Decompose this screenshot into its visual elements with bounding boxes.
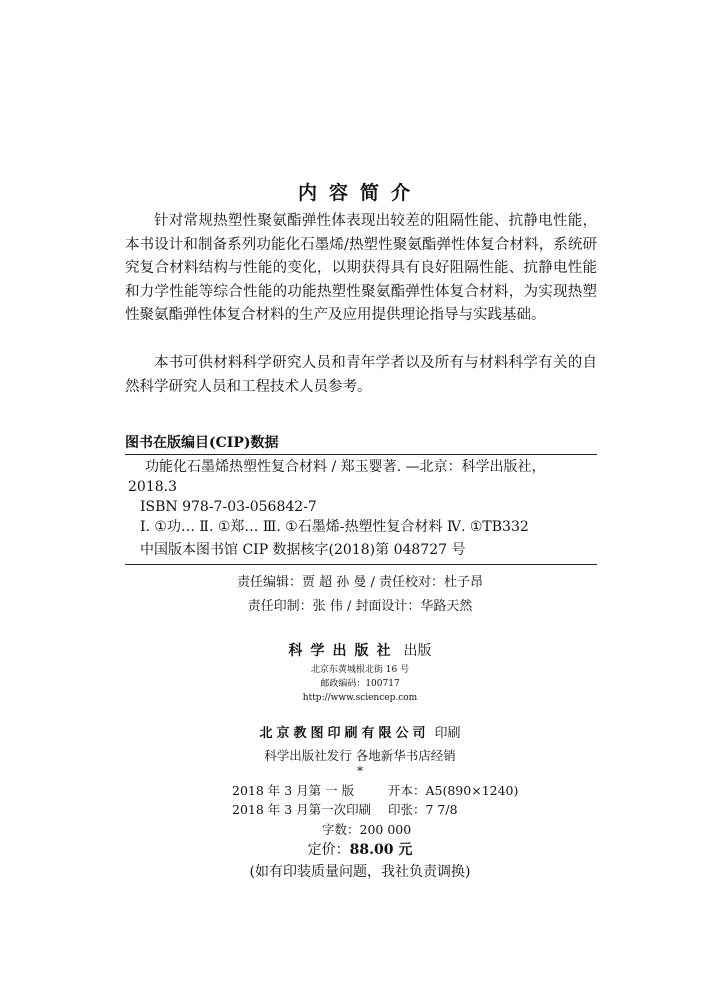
summary-paragraph-2: 本书可供材料科学研究人员和青年学者以及所有与材料科学有关的自然科学研究人员和工程技术人员参考。 [125,355,597,395]
cip-bottom-rule [125,564,597,565]
publisher-name: 科学出版社 [288,643,399,659]
publisher-url: http://www.sciencep.com [302,693,418,703]
quality-note: (如有印装质量问题，我社负责调换) [249,864,471,880]
publisher-address: 北京东黄城根北街 16 号 [310,665,410,675]
publisher-postcode: 邮政编码：100717 [320,679,400,689]
cip-top-rule [125,454,597,455]
printer-block [0,722,720,741]
summary-paragraph-1: 针对常规热塑性聚氨酯弹性体表现出较差的阻隔性能、抗静电性能，本书设计和制备系列功能化石墨烯/热塑性聚氨酯弹性体复合材料，系统研究复合材料结构与性能的变化，以期获得具有良好阻隔性能、抗静电性能和力学性能等综合性能的功能热塑性聚氨酯弹性体复合材料，为实现热塑性聚氨酯弹性体复合材料的生产及应用提供理论指导与实践基础。 [125,213,597,323]
format-size: 开本：A5(890×1240) [388,783,519,798]
price-block [0,839,720,859]
printer-name: 北京教图印刷有限公司 [259,726,430,741]
printing-credits: 责任印制：张 伟 / 封面设计：华路天然 [247,599,473,614]
summary-title: 内容简介 [297,182,422,204]
publisher-block [0,640,720,660]
publisher-suffix: 出版 [403,643,432,659]
cip-classification-line: Ⅰ. ①功… Ⅱ. ①郑… Ⅲ. ①石墨烯-热塑性复合材料 Ⅳ. ①TB332 [140,519,529,535]
printing-date: 2018 年 3 月第一次印刷 [232,802,372,817]
editor-credits: 责任编辑：贾 超 孙 曼 / 责任校对：杜子昂 [236,575,484,590]
price-value: 88.00 元 [349,842,413,858]
separator-star: * [357,764,363,778]
cip-heading: 图书在版编目(CIP)数据 [125,435,279,451]
printer-suffix: 印刷 [434,726,461,741]
sheets-count: 印张：7 7/8 [388,802,458,817]
price-label: 定价： [307,842,350,858]
cip-record-number-line: 中国版本图书馆 CIP 数据核字(2018)第 048727 号 [140,542,466,558]
edition-date: 2018 年 3 月第 一 版 [232,783,355,798]
cip-isbn-line: ISBN 978-7-03-056842-7 [140,499,317,515]
cip-title-line: 功能化石墨烯热塑性复合材料 / 郑玉婴著. —北京：科学出版社， [145,459,546,475]
distribution-line: 科学出版社发行 各地新华书店经销 [264,748,456,763]
cip-date-line: 2018.3 [128,479,177,495]
word-count: 字数：200 000 [322,822,412,837]
